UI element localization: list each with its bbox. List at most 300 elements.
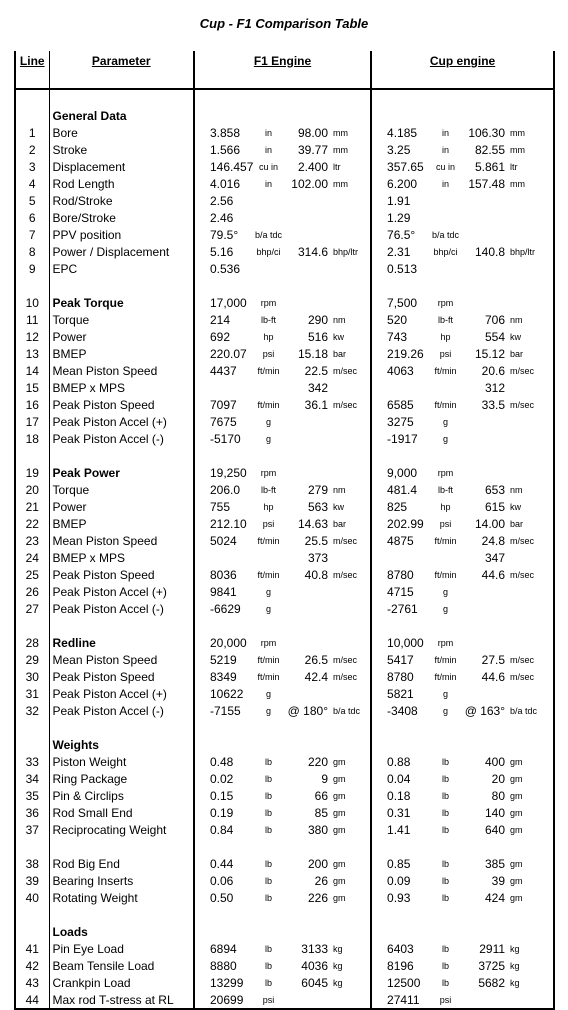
parameter-cell: Ring Package [49,770,194,787]
parameter-cell: Bearing Inserts [49,872,194,889]
f1-value-cell: 220.07 [210,346,247,361]
line-cell: 6 [15,209,49,226]
line-cell: 26 [15,583,49,600]
cup-metric-unit-cell: nm [508,481,554,498]
f1-value-cell: 5024 [210,533,237,548]
cup-metric-value-cell [460,430,508,447]
f1-metric-unit-cell [331,226,371,243]
f1-unit-cell [254,736,283,753]
parameter-cell: Power [49,498,194,515]
table-row [15,141,554,158]
f1-metric-unit-cell [331,719,371,736]
line-cell: 31 [15,685,49,702]
f1-unit-cell [254,447,283,464]
f1-metric-unit-cell: kg [331,957,371,974]
f1-metric-value-cell: 373 [307,550,328,565]
parameter-cell: Displacement [49,158,194,175]
f1-value-cell: 2.56 [210,193,234,208]
f1-unit-cell: rpm [260,297,277,308]
line-cell: 4 [15,175,49,192]
cup-metric-unit-cell: gm [508,770,554,787]
cup-metric-value-cell: 5.861 [475,159,506,174]
f1-metric-unit-cell: gm [331,872,371,889]
f1-unit-cell [254,379,283,396]
spacer-row [15,906,554,923]
cup-metric-unit-cell [508,736,554,753]
parameter-cell: BMEP x MPS [49,549,194,566]
f1-unit-cell: g [265,433,271,444]
header-row [15,51,554,89]
f1-metric-value-cell: 380 [307,822,328,837]
cup-metric-value-cell: 80 [491,788,506,803]
line-cell [15,906,49,923]
f1-unit-cell: psi [262,348,275,359]
cup-value-cell [371,617,431,634]
f1-value-cell: 8349 [210,669,237,684]
header-line: Line [15,51,49,89]
cup-unit-cell: psi [439,518,452,529]
cup-unit-cell: psi [431,991,460,1009]
cup-value-cell [371,838,431,855]
cup-value-cell [371,277,431,294]
f1-metric-unit-cell [331,583,371,600]
f1-metric-value-cell [283,192,331,209]
cup-value-cell: 6.200 [387,176,418,191]
cup-metric-value-cell: 24.8 [481,533,506,548]
f1-metric-value-cell [283,685,331,702]
f1-metric-unit-cell [331,107,371,124]
line-cell [15,107,49,124]
f1-unit-cell: g [265,688,271,699]
f1-value-cell: 0.84 [210,822,234,837]
cup-value-cell: 0.31 [387,805,411,820]
spacer-row [15,617,554,634]
header-cup-engine: Cup engine [371,51,554,89]
f1-unit-cell: g [265,586,271,597]
cup-metric-value-cell [460,447,508,464]
table-row [15,192,554,209]
f1-value-cell: 0.44 [210,856,234,871]
cup-unit-cell: rpm [437,637,454,648]
f1-metric-value-cell [283,226,331,243]
f1-metric-value-cell: 6045 [301,975,328,990]
f1-unit-cell [254,838,283,855]
cup-metric-value-cell: 5682 [478,975,506,990]
cup-metric-value-cell: 82.55 [475,142,506,157]
f1-value-cell: 8036 [210,567,237,582]
f1-metric-value-cell: 200 [307,856,328,871]
table-row [15,260,554,277]
f1-value-cell: 6894 [210,941,237,956]
parameter-cell: Mean Piston Speed [49,532,194,549]
f1-value-cell: 10622 [210,686,244,701]
cup-metric-value-cell [460,991,508,1009]
cup-metric-value-cell [460,209,508,226]
f1-value-cell: 5.16 [210,244,234,259]
f1-unit-cell: lb [264,892,272,903]
f1-metric-unit-cell [331,991,371,1009]
f1-metric-value-cell: 26.5 [304,652,328,667]
cup-value-cell: -1917 [387,431,418,446]
cup-metric-unit-cell: mm [508,175,554,192]
f1-unit-cell [254,192,283,209]
f1-metric-value-cell: 25.5 [304,533,328,548]
f1-value-cell: 9841 [210,584,237,599]
cup-metric-value-cell [460,294,508,311]
section-row [15,464,554,481]
cup-metric-unit-cell: gm [508,753,554,770]
f1-metric-unit-cell: bar [331,515,371,532]
cup-unit-cell: lb [442,943,450,954]
line-cell: 3 [15,158,49,175]
cup-metric-unit-cell: ltr [508,158,554,175]
cup-metric-unit-cell [508,226,554,243]
parameter-cell: Piston Weight [49,753,194,770]
table-row [15,345,554,362]
f1-metric-unit-cell [331,294,371,311]
cup-metric-value-cell [460,277,508,294]
f1-unit-cell [254,549,283,566]
cup-metric-unit-cell [508,277,554,294]
f1-metric-unit-cell: gm [331,821,371,838]
f1-unit-cell: hp [263,331,274,342]
f1-metric-unit-cell: gm [331,855,371,872]
parameter-cell: Redline [49,634,194,651]
cup-metric-unit-cell [508,294,554,311]
cup-unit-cell: in [442,178,450,189]
f1-unit-cell: g [265,416,271,427]
cup-metric-unit-cell [508,923,554,940]
line-cell [15,838,49,855]
cup-value-cell: 1.29 [387,210,411,225]
f1-metric-value-cell [283,923,331,940]
line-cell: 7 [15,226,49,243]
cup-metric-unit-cell [508,600,554,617]
table-row [15,974,554,991]
table-row [15,396,554,413]
cup-metric-value-cell [460,634,508,651]
line-cell: 25 [15,566,49,583]
parameter-cell: Reciprocating Weight [49,821,194,838]
cup-metric-unit-cell [508,549,554,566]
cup-metric-value-cell: 140.8 [475,244,506,259]
line-cell: 44 [15,991,49,1009]
cup-metric-unit-cell: nm [508,311,554,328]
cup-unit-cell: lb [442,807,450,818]
line-cell: 13 [15,345,49,362]
cup-value-cell: 0.93 [387,890,411,905]
cup-unit-cell: ft/min [434,654,457,665]
f1-metric-value-cell: 279 [307,482,328,497]
f1-metric-unit-cell [331,464,371,481]
f1-metric-unit-cell: gm [331,753,371,770]
table-row [15,515,554,532]
f1-value-cell: 146.457 [210,159,254,174]
line-cell: 41 [15,940,49,957]
parameter-cell: Pin Eye Load [49,940,194,957]
cup-metric-value-cell: 20.6 [481,363,506,378]
table-row [15,770,554,787]
table-row [15,124,554,141]
table-row [15,600,554,617]
parameter-cell: Peak Torque [49,294,194,311]
cup-unit-cell [431,277,460,294]
parameter-cell: Max rod T-stress at RL [49,991,194,1009]
cup-metric-value-cell: 640 [485,822,506,837]
line-cell: 14 [15,362,49,379]
f1-unit-cell: rpm [260,467,277,478]
f1-unit-cell [254,906,283,923]
table-row [15,328,554,345]
parameter-cell [49,447,194,464]
f1-unit-cell: ft/min [257,569,280,580]
cup-metric-value-cell [460,583,508,600]
table-row [15,498,554,515]
table-row [15,413,554,430]
cup-value-cell: 357.65 [387,159,424,174]
cup-unit-cell: g [443,586,449,597]
f1-metric-unit-cell: nm [331,481,371,498]
f1-unit-cell: lb [264,824,272,835]
f1-value-cell: 5219 [210,652,237,667]
table-row [15,158,554,175]
cup-metric-unit-cell [508,260,554,277]
f1-metric-unit-cell [331,549,371,566]
cup-metric-unit-cell: m/sec [508,396,554,413]
line-cell: 2 [15,141,49,158]
cup-unit-cell: in [442,127,450,138]
table-row [15,532,554,549]
cup-value-cell: 8780 [387,669,414,684]
f1-metric-unit-cell: m/sec [331,396,371,413]
line-cell: 5 [15,192,49,209]
line-cell: 43 [15,974,49,991]
f1-metric-value-cell: 2.400 [297,159,328,174]
f1-value-cell: 13299 [210,975,244,990]
cup-metric-value-cell [460,260,508,277]
table-row [15,940,554,957]
parameter-cell: Loads [49,923,194,940]
f1-value-cell: 0.02 [210,771,234,786]
parameter-cell: Peak Piston Accel (+) [49,685,194,702]
parameter-cell [49,719,194,736]
cup-value-cell: 27411 [371,991,431,1009]
spacer-row [15,719,554,736]
parameter-cell: Crankpin Load [49,974,194,991]
f1-metric-value-cell: 4036 [301,958,328,973]
cup-metric-value-cell: 27.5 [481,652,506,667]
cup-metric-unit-cell [508,430,554,447]
f1-metric-value-cell [283,600,331,617]
f1-value-cell: 8880 [210,958,237,973]
f1-value-cell: 4437 [210,363,237,378]
f1-value-cell: 0.19 [210,805,234,820]
f1-unit-cell [254,617,283,634]
f1-unit-cell: ft/min [257,535,280,546]
line-cell [15,736,49,753]
cup-metric-value-cell: 554 [485,329,506,344]
f1-unit-cell: ft/min [257,365,280,376]
cup-metric-value-cell: 14.00 [475,516,506,531]
f1-metric-unit-cell: gm [331,804,371,821]
f1-value-cell: 20,000 [210,635,247,650]
f1-metric-value-cell: 220 [307,754,328,769]
cup-metric-value-cell [460,600,508,617]
cup-metric-unit-cell [508,617,554,634]
cup-unit-cell [431,838,460,855]
cup-value-cell: 76.5° [387,227,416,242]
cup-value-cell: 8780 [387,567,414,582]
line-cell: 38 [15,855,49,872]
f1-unit-cell: lb-ft [260,314,276,325]
cup-metric-unit-cell: mm [508,124,554,141]
table-row [15,226,554,243]
line-cell: 1 [15,124,49,141]
table-row [15,753,554,770]
f1-unit-cell: lb [264,943,272,954]
f1-value-cell [194,107,254,124]
f1-unit-cell [254,260,283,277]
cup-metric-unit-cell [508,413,554,430]
cup-value-cell: 3275 [387,414,414,429]
cup-value-cell: 4.185 [387,125,418,140]
cup-unit-cell [431,379,460,396]
f1-metric-value-cell: 15.18 [297,346,328,361]
parameter-cell: Peak Power [49,464,194,481]
cup-value-cell: 3.25 [387,142,411,157]
line-cell: 29 [15,651,49,668]
f1-unit-cell: cu in [258,161,278,172]
cup-metric-unit-cell [508,89,554,107]
f1-metric-unit-cell [331,617,371,634]
cup-metric-value-cell: 400 [485,754,506,769]
cup-value-cell [371,447,431,464]
cup-unit-cell [431,906,460,923]
line-cell [15,447,49,464]
f1-value-cell: 0.15 [210,788,234,803]
line-cell: 35 [15,787,49,804]
cup-metric-value-cell [460,923,508,940]
line-cell: 42 [15,957,49,974]
cup-metric-value-cell: 39 [491,873,506,888]
table-row [15,702,554,719]
cup-unit-cell: lb [442,773,450,784]
parameter-cell: BMEP x MPS [49,379,194,396]
parameter-cell: Bore/Stroke [49,209,194,226]
cup-metric-unit-cell [508,991,554,1009]
table-row [15,209,554,226]
f1-metric-value-cell [283,736,331,753]
line-cell: 16 [15,396,49,413]
cup-metric-value-cell: @ 163° [464,703,506,718]
cup-metric-unit-cell [508,583,554,600]
cup-metric-value-cell [460,107,508,124]
cup-unit-cell: lb [442,892,450,903]
f1-unit-cell: in [264,178,272,189]
cup-metric-value-cell: 157.48 [468,176,506,191]
f1-metric-unit-cell: kw [331,328,371,345]
cup-unit-cell: rpm [437,467,454,478]
f1-metric-unit-cell [331,923,371,940]
cup-metric-value-cell [460,685,508,702]
parameter-cell: Rod Length [49,175,194,192]
parameter-cell: BMEP [49,345,194,362]
parameter-cell: General Data [49,107,194,124]
f1-metric-value-cell: 342 [307,380,328,395]
f1-metric-value-cell [283,583,331,600]
cup-metric-unit-cell [508,906,554,923]
line-cell [15,89,49,107]
cup-value-cell: 1.41 [387,822,411,837]
cup-metric-value-cell [460,906,508,923]
f1-metric-value-cell [283,430,331,447]
f1-metric-value-cell: 516 [307,329,328,344]
f1-metric-value-cell: 563 [307,499,328,514]
cup-value-cell: 5821 [387,686,414,701]
f1-metric-value-cell [283,294,331,311]
f1-value-cell: 0.536 [210,261,241,276]
parameter-cell: PPV position [49,226,194,243]
parameter-cell: Bore [49,124,194,141]
f1-metric-unit-cell: mm [331,141,371,158]
f1-unit-cell [254,923,283,940]
cup-metric-unit-cell: mm [508,141,554,158]
f1-metric-unit-cell: nm [331,311,371,328]
f1-metric-unit-cell: bhp/ltr [331,243,371,260]
cup-unit-cell: cu in [436,161,456,172]
f1-metric-unit-cell: m/sec [331,566,371,583]
line-cell: 10 [15,294,49,311]
section-row [15,107,554,124]
cup-metric-value-cell [460,838,508,855]
cup-metric-unit-cell: kg [508,974,554,991]
cup-unit-cell: lb [442,960,450,971]
f1-value-cell [194,736,254,753]
parameter-cell: Torque [49,311,194,328]
f1-metric-unit-cell [331,906,371,923]
f1-unit-cell: lb [264,773,272,784]
table-row [15,243,554,260]
table-row [15,787,554,804]
cup-metric-unit-cell: m/sec [508,566,554,583]
cup-unit-cell [431,719,460,736]
f1-metric-value-cell: 226 [307,890,328,905]
cup-value-cell: 6585 [387,397,414,412]
cup-unit-cell: lb-ft [438,314,454,325]
section-row [15,736,554,753]
line-cell: 23 [15,532,49,549]
section-row [15,923,554,940]
cup-metric-value-cell: 347 [485,550,506,565]
f1-metric-unit-cell [331,413,371,430]
cup-unit-cell [431,617,460,634]
cup-metric-value-cell: 706 [485,312,506,327]
cup-value-cell: -2761 [387,601,418,616]
f1-metric-value-cell: 314.6 [297,244,328,259]
table-row [15,872,554,889]
cup-unit-cell [431,192,460,209]
cup-unit-cell: lb [442,977,450,988]
cup-unit-cell: g [443,433,449,444]
spacer-row [15,89,554,107]
table-row [15,889,554,906]
f1-value-cell [194,277,254,294]
cup-unit-cell: lb [442,790,450,801]
f1-metric-unit-cell: m/sec [331,532,371,549]
f1-value-cell: 1.566 [210,142,241,157]
line-cell: 17 [15,413,49,430]
table-row [15,481,554,498]
